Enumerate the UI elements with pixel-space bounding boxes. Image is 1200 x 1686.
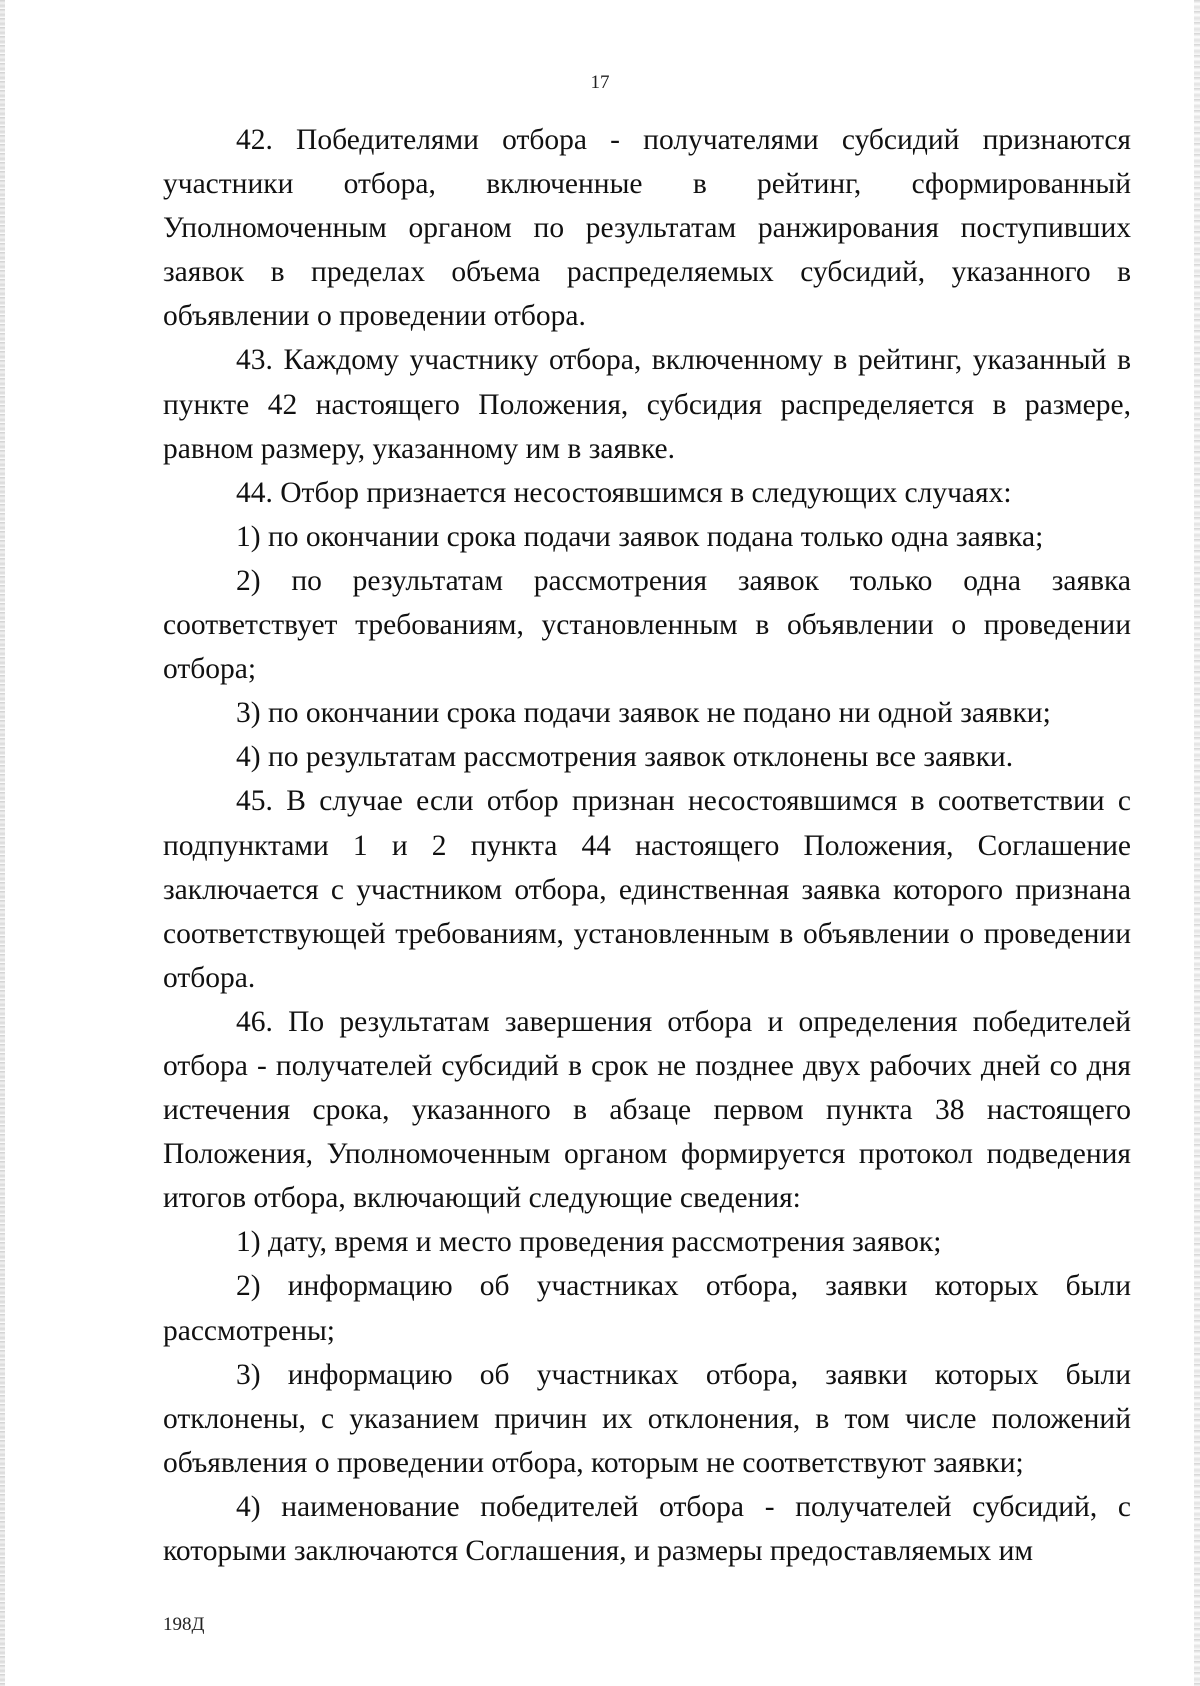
paragraph-46-item-3: 3) информацию об участниках отбора, заявки которых были отклонены, с указанием причин их отклонения, в том числе положений объявления о проведении отбора, которым не соответствуют заявки;	[163, 1358, 1131, 1479]
paragraph-44-item-1: 1) по окончании срока подачи заявок подана только одна заявка;	[236, 520, 1044, 553]
paragraph-44-item-4: 4) по результатам рассмотрения заявок отклонены все заявки.	[236, 741, 1014, 774]
paragraph-44: 44. Отбор признается несостоявшимся в следующих случаях:	[236, 476, 1012, 509]
paragraph-46-item-1: 1) дату, время и место проведения рассмотрения заявок;	[236, 1226, 942, 1259]
paragraph-42: 42. Победителями отбора - получателями субсидий признаются участники отбора, включенные в рейтинг, сформированный Уполномоченным органом по результатам ранжирования поступивших заявок в пределах объема распределяемых субсидий, указанного в объявлении о проведении отбора.	[163, 124, 1131, 333]
scan-edge-right	[1194, 0, 1200, 1686]
paragraph-46-item-4: 4) наименование победителей отбора - получателей субсидий, с которыми заключаются Соглашения, и размеры предоставляемых им	[163, 1490, 1131, 1567]
paragraph-46-item-2: 2) информацию об участниках отбора, заявки которых были рассмотрены;	[163, 1270, 1131, 1347]
paragraph-45: 45. В случае если отбор признан несостоявшимся в соответствии с подпунктами 1 и 2 пункта 44 настоящего Положения, Соглашение заключается с участником отбора, единственная заявка которого признана соответствующей требованиям, установленным в объявлении о проведении отбора.	[163, 785, 1131, 994]
document-body	[163, 118, 1131, 1573]
document-code: 198Д	[163, 1614, 205, 1635]
page-number: 17	[590, 72, 610, 93]
paragraph-46: 46. По результатам завершения отбора и определения победителей отбора - получателей субсидий в срок не позднее двух рабочих дней со дня истечения срока, указанного в абзаце первом пункта 38 настоящего Положения, Уполномоченным органом формируется протокол подведения итогов отбора, включающий следующие сведения:	[163, 1005, 1131, 1215]
paragraph-43: 43. Каждому участнику отбора, включенному в рейтинг, указанный в пункте 42 настоящего Положения, субсидия распределяется в размере, равном размеру, указанному им в заявке.	[163, 344, 1131, 465]
paragraph-44-item-2: 2) по результатам рассмотрения заявок только одна заявка соответствует требованиям, установленным в объявлении о проведении отбора;	[163, 564, 1131, 686]
scan-edge-left	[0, 0, 5, 1686]
paragraph-44-item-3: 3) по окончании срока подачи заявок не подано ни одной заявки;	[236, 697, 1051, 730]
